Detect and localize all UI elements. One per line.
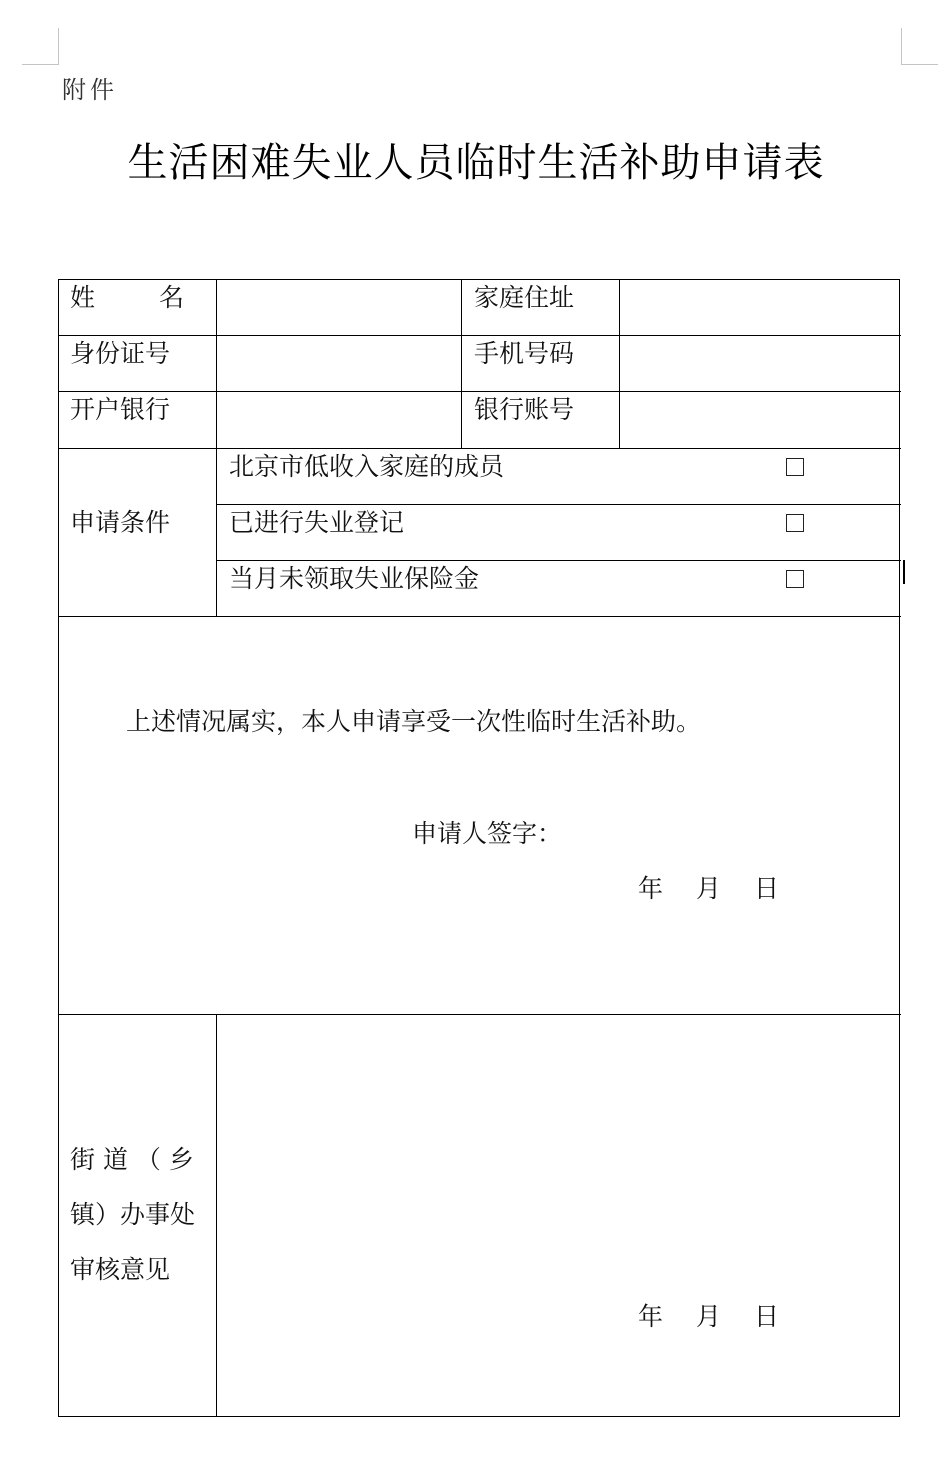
review-label-line: 街 道 （ 乡: [70, 1145, 194, 1174]
review-date-month: 月: [696, 1302, 722, 1331]
declaration-date-day: 日: [754, 874, 780, 903]
page-corner-mark-top-left: [22, 28, 59, 65]
review-opinion-label: [70, 1132, 210, 1297]
review-label-line: 审核意见: [70, 1255, 171, 1284]
id-number-label: 身份证号: [70, 339, 171, 368]
id-number-value[interactable]: [222, 338, 454, 384]
phone-value[interactable]: [626, 338, 894, 384]
row-divider: [217, 504, 901, 505]
review-date-year: 年: [638, 1302, 664, 1331]
row-divider: [217, 560, 901, 561]
condition-no-insurance-checkbox[interactable]: [786, 570, 804, 588]
declaration-date-year: 年: [638, 874, 664, 903]
review-label-line: 镇）办事处: [70, 1200, 196, 1229]
text-cursor: [903, 560, 905, 584]
row-divider: [59, 448, 901, 449]
applicant-signature-label: 申请人签字：: [412, 819, 563, 848]
row-divider: [59, 391, 901, 392]
page-corner-mark-top-right: [901, 28, 938, 65]
address-label: 家庭住址: [474, 283, 575, 312]
name-value[interactable]: [222, 282, 454, 328]
bank-value[interactable]: [222, 394, 454, 440]
bank-account-label: 银行账号: [474, 395, 575, 424]
row-divider: [59, 616, 901, 617]
page-title: 生活困难失业人员临时生活补助申请表: [127, 140, 825, 186]
condition-no-insurance-text: 当月未领取失业保险金: [229, 564, 480, 593]
phone-label: 手机号码: [474, 339, 575, 368]
condition-low-income-checkbox[interactable]: [786, 458, 804, 476]
attachment-label: 附件: [62, 76, 118, 104]
row-divider: [59, 335, 901, 336]
declaration-statement: 上述情况属实，本人申请享受一次性临时生活补助。: [126, 707, 702, 736]
column-divider: [461, 280, 462, 448]
condition-unemployment-registered-text: 已进行失业登记: [229, 508, 405, 537]
declaration-date-month: 月: [696, 874, 722, 903]
condition-low-income-text: 北京市低收入家庭的成员: [229, 452, 505, 481]
name-label: 姓 名: [70, 283, 184, 312]
address-value[interactable]: [626, 282, 894, 328]
column-divider: [216, 1014, 217, 1416]
column-divider: [619, 280, 620, 448]
row-divider: [59, 1014, 901, 1015]
review-date-day: 日: [754, 1302, 780, 1331]
condition-unemployment-registered-checkbox[interactable]: [786, 514, 804, 532]
bank-account-value[interactable]: [626, 394, 894, 440]
conditions-label: 申请条件: [70, 508, 171, 537]
bank-label: 开户银行: [70, 395, 171, 424]
column-divider: [216, 280, 217, 617]
